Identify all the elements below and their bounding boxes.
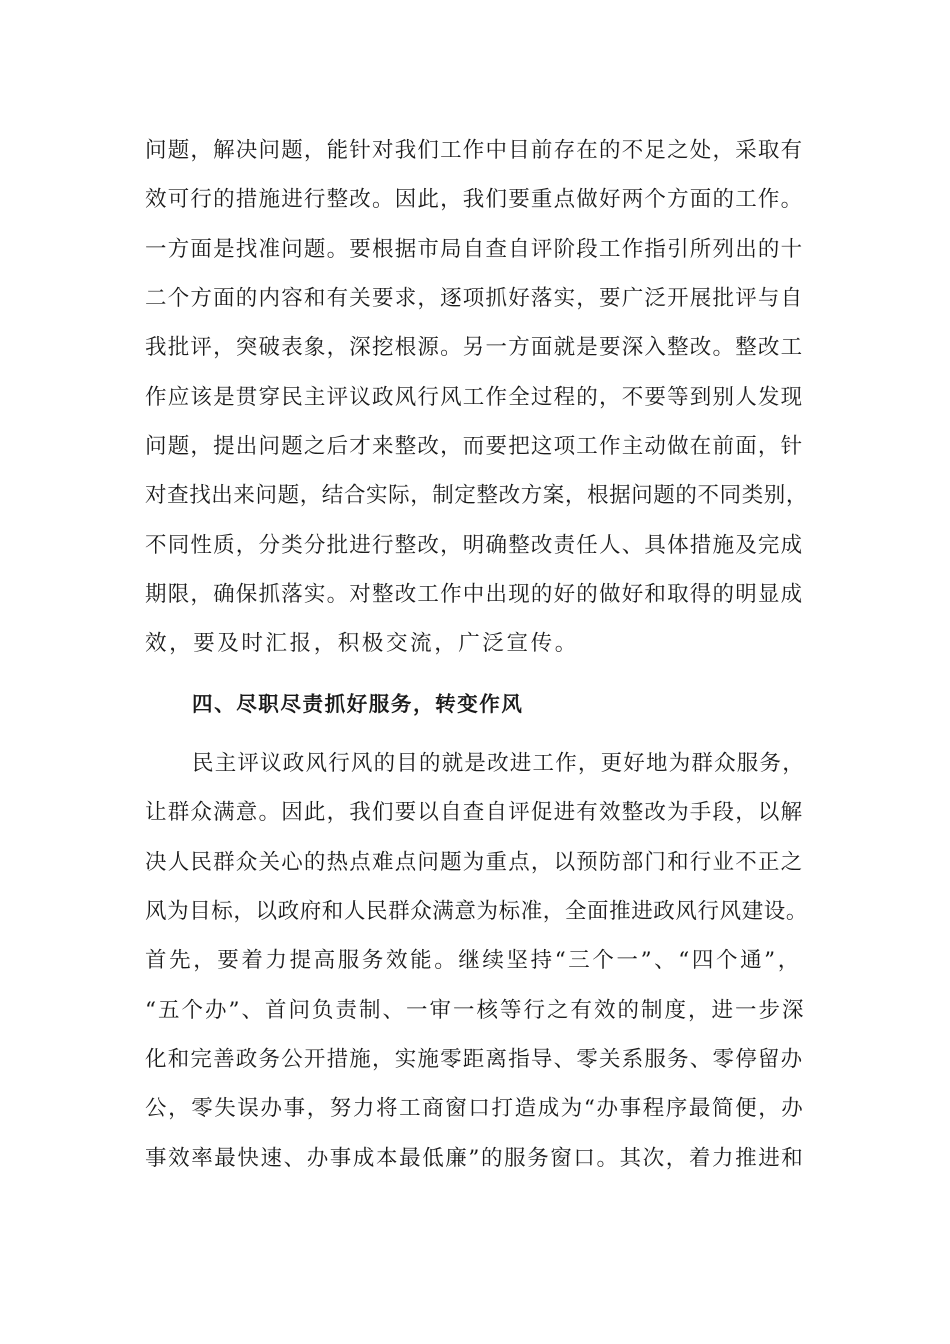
- section-heading: 四、尽职尽责抓好服务，转变作风: [192, 692, 524, 716]
- paragraph-line: 公，零失误办事，努力将工商窗口打造成为“办事程序最简便，办: [145, 1096, 805, 1121]
- paragraph-line: 问题，解决问题，能针对我们工作中目前存在的不足之处，采取有: [145, 138, 804, 163]
- paragraph-line: 期限，确保抓落实。对整改工作中出现的好的做好和取得的明显成: [145, 582, 804, 607]
- paragraph-line: 事效率最快速、办事成本最低廉”的服务窗口。其次，着力推进和: [145, 1146, 805, 1171]
- paragraph-line: “五个办”、首问负责制、一审一核等行之有效的制度，进一步深: [145, 998, 806, 1023]
- paragraph-line: 我批评，突破表象，深挖根源。另一方面就是要深入整改。整改工: [145, 335, 804, 360]
- paragraph-line: 不同性质，分类分批进行整改，明确整改责任人、具体措施及完成: [145, 533, 804, 558]
- paragraph-line: 决人民群众关心的热点难点问题为重点，以预防部门和行业不正之: [145, 850, 804, 875]
- paragraph-line: 二个方面的内容和有关要求，逐项抓好落实，要广泛开展批评与自: [145, 286, 804, 311]
- paragraph-line: 作应该是贯穿民主评议政风行风工作全过程的，不要等到别人发现: [145, 385, 804, 410]
- paragraph-line: 首先，要着力提高服务效能。继续坚持“三个一”、“四个通”，: [145, 948, 802, 973]
- paragraph-line: 问题，提出问题之后才来整改，而要把这项工作主动做在前面，针: [145, 434, 804, 459]
- paragraph-line: 化和完善政务公开措施，实施零距离指导、零关系服务、零停留办: [145, 1047, 804, 1072]
- paragraph-line: 效，要及时汇报，积极交流，广泛宣传。: [145, 631, 579, 656]
- paragraph-line: 一方面是找准问题。要根据市局自查自评阶段工作指引所列出的十: [145, 237, 804, 262]
- paragraph-line: 效可行的措施进行整改。因此，我们要重点做好两个方面的工作。: [145, 187, 804, 212]
- paragraph-line: 让群众满意。因此，我们要以自查自评促进有效整改为手段，以解: [145, 800, 804, 825]
- paragraph-line: 风为目标，以政府和人民群众满意为标准，全面推进政风行风建设。: [145, 899, 809, 924]
- paragraph-line: 民主评议政风行风的目的就是改进工作，更好地为群众服务，: [192, 751, 805, 776]
- paragraph-line: 对查找出来问题，结合实际，制定整改方案，根据问题的不同类别，: [145, 483, 809, 508]
